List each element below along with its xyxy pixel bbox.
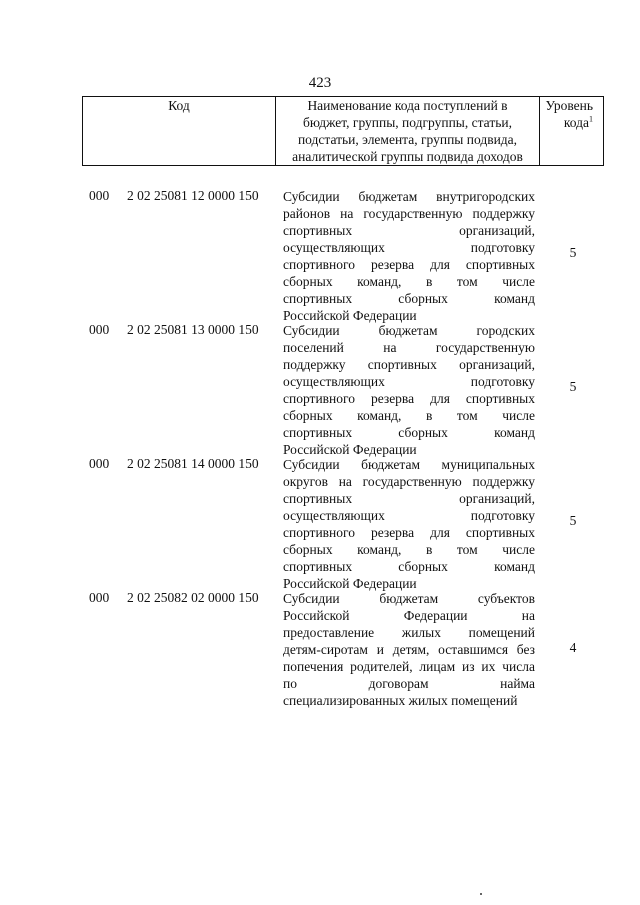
row-name-line: спортивного резерва для спортивных (283, 525, 535, 540)
row-name-line: осуществляющих подготовку (283, 508, 535, 523)
row-name-line: Российской Федерации на (283, 608, 535, 623)
row-name-line: районов на государственную поддержку (283, 206, 535, 221)
header-level-word: кода (563, 115, 589, 130)
header-level-line: Уровень (545, 98, 593, 113)
row-name-line: Субсидии бюджетам субъектов (283, 591, 535, 606)
page-number: 423 (308, 75, 332, 91)
row-name-line: сборных команд, в том числе (283, 542, 535, 557)
row-name-line: спортивных сборных команд (283, 559, 535, 574)
row-prefix: 000 (89, 188, 110, 203)
row-name-line: спортивных организаций, (283, 491, 535, 506)
row-name (283, 456, 535, 592)
header-code: Код (83, 97, 276, 166)
row-name-line: попечения родителей, лицам из их числа (283, 659, 535, 674)
row-name-line: поселений на государственную (283, 340, 535, 355)
row-name-line: поддержку спортивных организаций, (283, 357, 535, 372)
row-name-line: Субсидии бюджетам городских (283, 323, 535, 338)
column-header-table (82, 96, 604, 166)
row-level: 5 (569, 379, 577, 394)
row-name-line: Субсидии бюджетам внутригородских (283, 189, 535, 204)
row-name-line: спортивных организаций, (283, 223, 535, 238)
row-name (283, 590, 535, 709)
row-name-line: спортивного резерва для спортивных (283, 391, 535, 406)
row-name-line: спортивных сборных команд (283, 425, 535, 440)
row-name-line: сборных команд, в том числе (283, 274, 535, 289)
row-level: 4 (569, 640, 577, 655)
row-name-line: Субсидии бюджетам муниципальных (283, 457, 535, 472)
row-code: 2 02 25081 14 0000 150 (127, 456, 259, 471)
row-code: 2 02 25081 12 0000 150 (127, 188, 259, 203)
row-prefix: 000 (89, 456, 110, 471)
header-name-line: аналитической группы подвида доходов (292, 149, 523, 164)
row-name-line: Российской Федерации (283, 308, 417, 323)
row-name-line: осуществляющих подготовку (283, 374, 535, 389)
header-name-line: бюджет, группы, подгруппы, статьи, (303, 115, 512, 130)
header-level-line (543, 114, 593, 131)
header-level (540, 97, 604, 166)
row-name-line: по договорам найма (283, 676, 535, 691)
row-prefix: 000 (89, 590, 110, 605)
row-name-line: Российской Федерации (283, 576, 417, 591)
row-name-line: спортивного резерва для спортивных (283, 257, 535, 272)
row-name-line: Российской Федерации (283, 442, 417, 457)
footnote-marker: 1 (589, 114, 593, 124)
row-code: 2 02 25081 13 0000 150 (127, 322, 259, 337)
row-name (283, 188, 535, 324)
row-name-line: спортивных сборных команд (283, 291, 535, 306)
row-name-line: предоставление жилых помещений (283, 625, 535, 640)
row-name-line: сборных команд, в том числе (283, 408, 535, 423)
header-name-line: Наименование кода поступлений в (307, 98, 508, 113)
header-name-line: подстатьи, элемента, группы подвида, (297, 132, 518, 147)
header-name (276, 97, 540, 166)
row-level: 5 (569, 245, 577, 260)
scan-speck (480, 893, 482, 895)
row-code: 2 02 25082 02 0000 150 (127, 590, 259, 605)
row-level: 5 (569, 513, 577, 528)
row-prefix: 000 (89, 322, 110, 337)
row-name (283, 322, 535, 458)
row-name-line: детям-сиротам и детям, оставшимся без (283, 642, 535, 657)
row-name-line: округов на государственную поддержку (283, 474, 535, 489)
row-name-line: осуществляющих подготовку (283, 240, 535, 255)
row-name-line: специализированных жилых помещений (283, 693, 518, 708)
